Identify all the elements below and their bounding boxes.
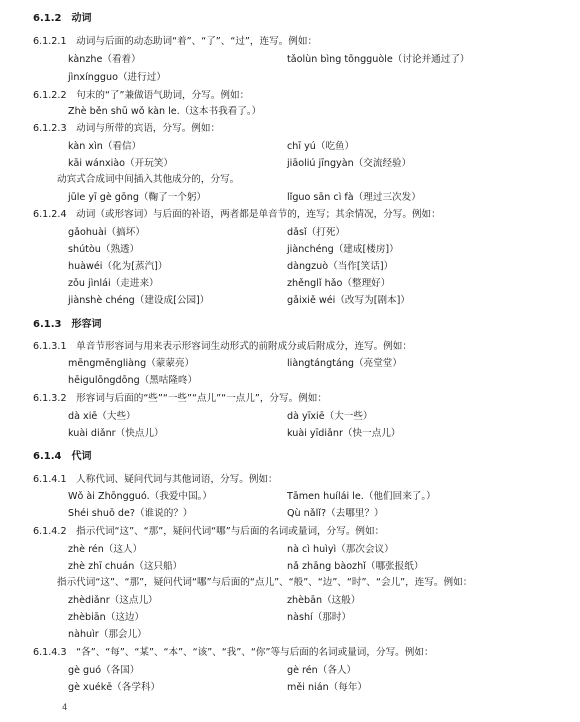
example: měi nián（每年）: [287, 682, 368, 693]
example: dà yīxiē（大一些）: [287, 411, 373, 422]
example: jiànchéng（建成[楼房]）: [287, 244, 399, 255]
example: Wǒ ài Zhōngguó.（我爱中国。）: [68, 491, 212, 502]
example: zhèdiǎnr（这点儿）: [68, 595, 158, 606]
example: tǎolùn bìng tōngguòle（讨论并通过了）: [287, 54, 470, 65]
rule-heading: 6.1.4.1 人称代词、疑问代词与其他词语，分写。例如：: [33, 474, 278, 485]
example: jiāoliú jīngyàn（交流经验）: [287, 158, 412, 169]
example: zhè zhī chuán（这只船）: [68, 561, 183, 572]
example: nǎ zhāng bàozhǐ（哪张报纸）: [287, 561, 424, 572]
section-heading: 6.1.2 动词: [33, 13, 92, 24]
example: gè guó（各国）: [68, 665, 140, 676]
example: kuài diǎnr（快点儿）: [68, 428, 164, 439]
example: dàngzuò（当作[笑话]）: [287, 261, 394, 272]
example: nà cì huìyì（那次会议）: [287, 544, 394, 555]
rule-heading: 6.1.4.3 “各”、“每”、“某”、“本”、“该”、“我”、“你”等与后面的名词或量词，分写。例如：: [33, 647, 434, 658]
example: nàhuìr（那会儿）: [68, 629, 147, 640]
example: gè xuékē（各学科）: [68, 682, 161, 693]
example: Tāmen huílái le.（他们回来了。）: [287, 491, 436, 502]
example: zhèbiān（这边）: [68, 612, 145, 623]
example: zhěnglǐ hǎo（整理好）: [287, 278, 391, 289]
example: hēigulōngdōng（黑咕隆咚）: [68, 375, 198, 386]
rule-heading: 6.1.2.2 句末的“了”兼做语气助词，分写。例如：: [33, 90, 250, 101]
example: Shéi shuō de?（谁说的？）: [68, 508, 193, 519]
example: dà xiē（大些）: [68, 411, 136, 422]
section-heading: 6.1.3 形容词: [33, 319, 102, 330]
example: dǎsǐ（打死）: [287, 227, 346, 238]
example: chī yú（吃鱼）: [287, 141, 355, 152]
example: kāi wánxiào（开玩笑）: [68, 158, 174, 169]
rule-note: 动宾式合成词中间插入其他成分的，分写。: [57, 174, 240, 185]
example: jìnxíngguo（进行过）: [68, 72, 166, 83]
example: liàngtángtáng（亮堂堂）: [287, 358, 402, 369]
example: gǎohuài（搞坏）: [68, 227, 145, 238]
example: kàn xìn（看信）: [68, 141, 142, 152]
rule-note: 指示代词“这”、“那”，疑问代词“哪”与后面的“点儿”、“般”、“边”、“时”、“会儿”，连写。例如：: [57, 577, 473, 588]
example: mēngmēngliàng（蒙蒙亮）: [68, 358, 195, 369]
example: jūle yī gè gōng（鞠了一个躬）: [68, 192, 207, 203]
page-number: 4: [62, 703, 68, 713]
example: kànzhe（看着）: [68, 54, 141, 65]
example: lǐguo sān cì fà（理过三次发）: [287, 192, 421, 203]
section-heading: 6.1.4 代词: [33, 451, 92, 462]
example: shútòu（熟透）: [68, 244, 140, 255]
rule-heading: 6.1.3.1 单音节形容词与用来表示形容词生动形式的前附成分或后附成分，连写。例如：: [33, 341, 412, 352]
rule-heading: 6.1.3.2 形容词与后面的“些”“一些”“点儿”“一点儿”，分写。例如：: [33, 393, 327, 404]
example: jiànshè chéng（建设成[公园]）: [68, 295, 210, 306]
rule-heading: 6.1.2.3 动词与所带的宾语，分写。例如：: [33, 123, 221, 134]
example: gǎixiě wéi（改写为[剧本]）: [287, 295, 410, 306]
rule-heading: 6.1.2.1 动词与后面的动态助词“着”、“了”、“过”，连写。例如：: [33, 36, 318, 47]
example: Qù nǎlǐ?（去哪里？）: [287, 508, 384, 519]
example: nàshí（那时）: [287, 612, 352, 623]
example: gè rén（各人）: [287, 665, 357, 676]
example: kuài yīdiǎnr（快一点儿）: [287, 428, 401, 439]
example: huàwéi（化为[蒸汽]）: [68, 261, 168, 272]
example: zǒu jìnlái（走进来）: [68, 278, 159, 289]
example: Zhè běn shū wǒ kàn le.（这本书我看了。）: [68, 106, 262, 117]
rule-heading: 6.1.4.2 指示代词“这”、“那”，疑问代词“哪”与后面的名词或量词，分写。例如：: [33, 526, 385, 537]
example: zhèbān（这般）: [287, 595, 361, 606]
example: zhè rén（这人）: [68, 544, 143, 555]
rule-heading: 6.1.2.4 动词（或形容词）与后面的补语，两者都是单音节的，连写；其余情况，分写。例如：: [33, 209, 441, 220]
